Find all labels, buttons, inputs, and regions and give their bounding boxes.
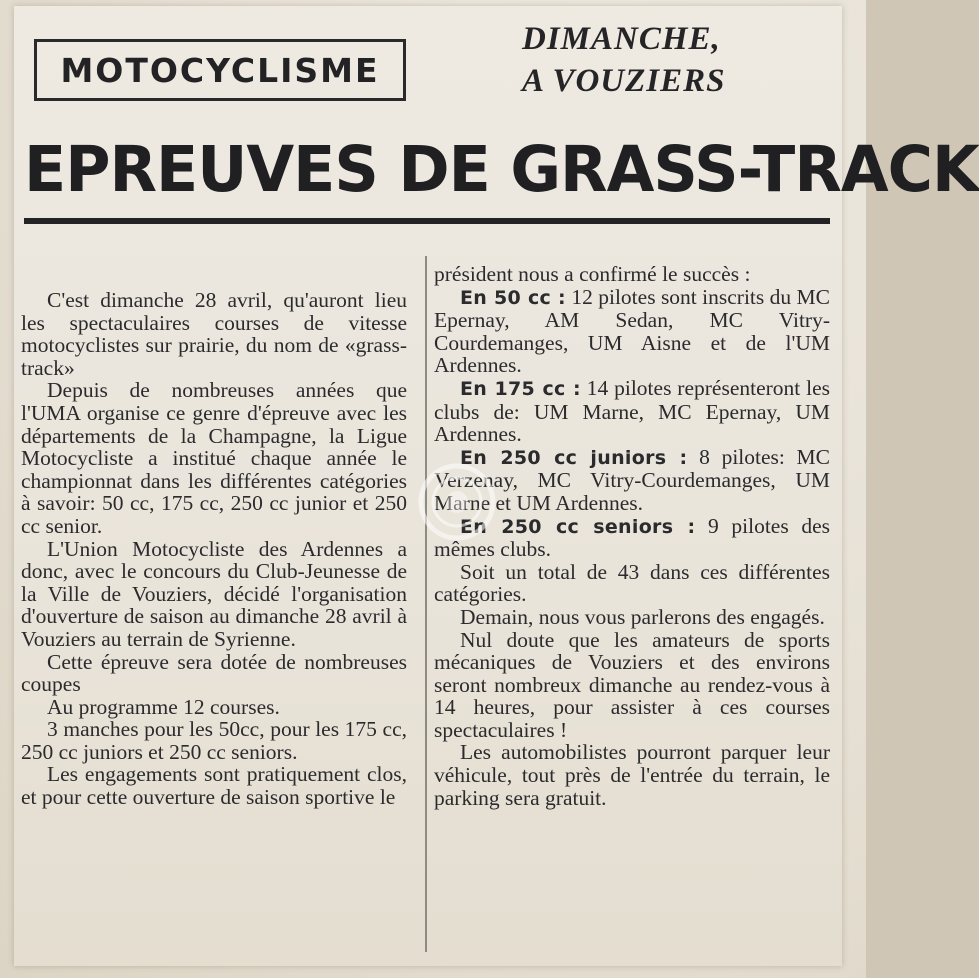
column-divider <box>425 256 427 952</box>
newspaper-clipping <box>14 6 979 966</box>
paragraph: Demain, nous vous parlerons des engagés. <box>460 604 825 629</box>
dateline-day: DIMANCHE, <box>522 21 721 57</box>
category-text: 8 pilotes: MC Verzenay, MC Vitry-Courdemanges, UM Marne et UM Ardennes. <box>434 444 831 515</box>
paragraph: C'est dimanche 28 avril, qu'auront lieu les spectaculaires courses de vitesse motocyclistes sur prairie, du nom de «grass-track» <box>21 288 407 380</box>
category-text: 9 pilotes des mêmes clubs. <box>434 513 830 562</box>
circular-watermark-icon <box>416 461 498 543</box>
headline: EPREUVES DE GRASS-TRACK <box>24 133 979 206</box>
rubric-box <box>34 39 406 101</box>
rubric-label: MOTOCYCLISME <box>60 50 380 90</box>
category-label: En 175 cc : <box>460 377 581 400</box>
paragraph: 3 manches pour les 50cc, pour les 175 cc, 250 cc juniors et 250 cc seniors. <box>21 717 407 764</box>
headline-rule <box>24 218 830 224</box>
paragraph: Soit un total de 43 dans ces différentes catégories. <box>434 559 830 607</box>
paragraph: L'Union Motocycliste des Ardennes a donc, avec le concours du Club-Jeunesse de la Ville de Vouziers, décidé l'organisation d'ouverture de saison au dimanche 28 avril à Vouziers au terrain de Syrienne. <box>21 536 407 651</box>
category-label: En 250 cc seniors : <box>460 515 696 538</box>
paragraph: Les engagements sont pratiquement clos, et pour cette ouverture de saison sportive le <box>21 762 407 810</box>
dateline-place: A VOUZIERS <box>522 63 726 99</box>
category-label: En 50 cc : <box>460 286 566 309</box>
paragraph: Nul doute que les amateurs de sports mécaniques de Vouziers et des environs seront nombreux dimanche au rendez-vous à 14 heures, pour assister à ces courses spectaculaires ! <box>434 627 830 742</box>
category-label: En 250 cc juniors : <box>460 446 688 469</box>
category-paragraph <box>434 286 830 377</box>
left-column <box>21 289 407 809</box>
category-text: 14 pilotes représenteront les clubs de: UM Marne, MC Epernay, UM Ardennes. <box>434 375 830 447</box>
paragraph: Depuis de nombreuses années que l'UMA organise ce genre d'épreuve avec les départements de la Champagne, la Ligue Motocycliste a institué chaque année le championnat dans les différentes catégories à savoir: 50 cc, 175 cc, 250 cc junior et 250 cc senior. <box>21 378 407 538</box>
paragraph: Cette épreuve sera dotée de nombreuses coupes <box>21 649 407 697</box>
category-text: 12 pilotes sont inscrits du MC Epernay, AM Sedan, MC Vitry-Courdemanges, UM Aisne et de l'UM Ardennes. <box>434 284 831 378</box>
category-paragraph <box>434 377 830 446</box>
paragraph: Au programme 12 courses. <box>47 694 280 719</box>
dateline <box>522 18 752 102</box>
paragraph: président nous a confirmé le succès : <box>434 262 751 286</box>
paragraph: Les automobilistes pourront parquer leur véhicule, tout près de l'entrée du terrain, le parking sera gratuit. <box>434 740 830 810</box>
